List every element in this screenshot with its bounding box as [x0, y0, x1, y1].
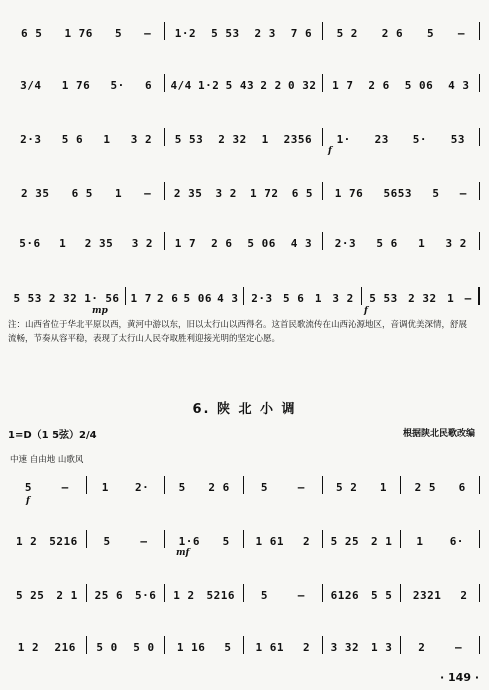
note-group: 5 53 — [211, 27, 240, 40]
note-group: 2 2 — [260, 79, 282, 92]
measure — [323, 237, 479, 250]
note-group: 1 76 — [334, 187, 364, 200]
note-group: 6· — [449, 535, 464, 548]
note-group: 2·3 — [334, 237, 357, 250]
note-group: 3 2 — [332, 292, 354, 305]
measure — [362, 292, 479, 305]
note-group: 1 — [101, 481, 109, 494]
barline — [479, 22, 480, 40]
note-group: 4 3 — [217, 292, 239, 305]
note-group: 1 61 — [255, 535, 285, 548]
note-group: 1 76 — [64, 27, 93, 40]
note-group: — — [464, 292, 472, 305]
measure — [87, 481, 165, 494]
barline — [479, 287, 480, 305]
measure — [165, 237, 321, 250]
measure — [165, 79, 321, 92]
dynamic-forte: f — [364, 306, 368, 316]
note-group: 5653 — [383, 187, 413, 200]
note-group: 1 — [416, 535, 424, 548]
note-group: — — [459, 187, 467, 200]
note-group: — — [455, 641, 463, 654]
measure — [8, 187, 164, 200]
note-group: 5 5 — [371, 589, 393, 602]
note-group: 5· — [110, 79, 125, 92]
note-group: — — [144, 27, 152, 40]
barline — [479, 182, 480, 200]
note-group: 2 — [303, 535, 311, 548]
note-group: 2 6 — [368, 79, 390, 92]
measure — [126, 292, 243, 305]
measure — [165, 133, 321, 146]
note-group: 1·2 — [174, 27, 197, 40]
note-group: — — [140, 535, 148, 548]
measure — [8, 535, 86, 548]
measure — [8, 237, 164, 250]
note-group: 2356 — [283, 133, 313, 146]
note-group: 5 6 — [61, 133, 84, 146]
note-group: 5 06 — [183, 292, 212, 305]
note-group: 5·6 — [19, 237, 41, 250]
score1-row — [8, 70, 480, 92]
note-group: 5 06 — [247, 237, 276, 250]
note-group: 2 — [460, 589, 468, 602]
note-group: 2· — [135, 481, 150, 494]
measure — [244, 481, 322, 494]
note-group: — — [297, 481, 305, 494]
note-group: 1 72 — [250, 187, 279, 200]
note-group: 6126 — [330, 589, 360, 602]
footnote: 注：山西省位于华北平原以西，黄河中游以东，旧以太行山以西得名。这首民歌流传在山西沁源地区，音调优美深情，舒展流畅，节奏从容平稳，表现了太行山人民夺取胜利迎接光明的坚定心愿。 — [8, 320, 468, 344]
measure — [401, 641, 479, 654]
note-group: 2 1 — [371, 535, 393, 548]
note-group: 5 2 — [335, 481, 358, 494]
score1-row — [8, 283, 480, 305]
note-group: 5 25 — [330, 535, 360, 548]
note-group: 1 16 — [176, 641, 206, 654]
note-group: 5 6 — [283, 292, 305, 305]
score1-row — [8, 18, 480, 40]
dynamic-mezzo-piano: mp — [92, 306, 108, 316]
note-group: 5 53 — [174, 133, 204, 146]
score2-row — [8, 632, 480, 654]
note-group: 5216 — [206, 589, 236, 602]
note-group: 3 2 — [445, 237, 467, 250]
note-group: 2 6 — [208, 481, 230, 494]
measure — [165, 27, 321, 40]
note-group: 7 6 — [290, 27, 313, 40]
measure — [323, 187, 479, 200]
measure — [401, 481, 479, 494]
note-group: 5 — [224, 641, 232, 654]
note-group: — — [61, 481, 69, 494]
note-group: 6 — [458, 481, 466, 494]
note-group: 6 — [145, 79, 153, 92]
note-group: 5· — [412, 133, 427, 146]
note-group: 1 — [59, 237, 67, 250]
measure — [244, 589, 322, 602]
note-group: 0 32 — [288, 79, 317, 92]
note-group: 3 2 — [130, 133, 153, 146]
note-group: 1 3 — [371, 641, 393, 654]
tempo-marking: 中速 自由地 山歌风 — [10, 455, 84, 465]
measure — [8, 27, 164, 40]
note-group: 3 32 — [330, 641, 360, 654]
note-group: 2·3 — [251, 292, 273, 305]
note-group: 1·6 — [178, 535, 200, 548]
barline — [479, 74, 480, 92]
dynamic-mezzo-forte: mf — [176, 548, 190, 558]
measure — [165, 481, 243, 494]
note-group: 5 25 — [15, 589, 45, 602]
note-group: 2 1 — [56, 589, 78, 602]
measure — [87, 641, 165, 654]
note-group: 6 5 — [71, 187, 93, 200]
key-signature: 1=D（1 5弦）2/4 — [8, 430, 97, 441]
note-group: 2 32 — [48, 292, 78, 305]
note-group: 56 — [105, 292, 120, 305]
measure — [8, 641, 86, 654]
note-group: 3 2 — [215, 187, 237, 200]
note-group: 2 — [303, 641, 311, 654]
piece-title: 6. 陕 北 小 调 — [192, 402, 297, 417]
measure — [323, 641, 401, 654]
note-group: 2 3 — [254, 27, 276, 40]
barline — [479, 584, 480, 602]
note-group: 25 6 — [94, 589, 124, 602]
score1-row — [8, 228, 480, 250]
note-group: 5·6 — [135, 589, 157, 602]
measure — [323, 589, 401, 602]
measure — [8, 589, 86, 602]
note-group: 1 — [261, 133, 269, 146]
note-group: 3 2 — [131, 237, 154, 250]
note-group: 1 76 — [61, 79, 91, 92]
measure — [323, 79, 479, 92]
note-group: 5 — [432, 187, 440, 200]
note-group: 5 06 — [404, 79, 434, 92]
measure — [244, 641, 322, 654]
note-group: — — [297, 589, 305, 602]
note-group: 5 53 — [369, 292, 398, 305]
measure — [165, 535, 243, 548]
note-group: 5 — [178, 481, 186, 494]
note-group: 5 6 — [376, 237, 398, 250]
note-group: 3/4 — [20, 79, 42, 92]
measure — [323, 481, 401, 494]
score2-row — [8, 472, 480, 494]
measure — [8, 481, 86, 494]
measure — [87, 589, 165, 602]
measure — [323, 27, 479, 40]
note-group: 4 3 — [290, 237, 313, 250]
note-group: 53 — [450, 133, 466, 146]
note-group: 4 3 — [448, 79, 470, 92]
measure — [244, 292, 361, 305]
note-group: 5 — [260, 481, 268, 494]
measure — [244, 535, 322, 548]
score2-row — [8, 526, 480, 548]
barline — [479, 530, 480, 548]
note-group: 1 2 — [15, 535, 38, 548]
barline — [479, 128, 480, 146]
note-group: 2 32 — [408, 292, 437, 305]
measure — [8, 292, 125, 305]
note-group: 1 — [314, 292, 322, 305]
note-group: 23 — [374, 133, 389, 146]
note-group: 1· — [84, 292, 99, 305]
measure — [165, 641, 243, 654]
measure — [165, 187, 321, 200]
note-group: 6 5 — [291, 187, 314, 200]
barline — [479, 636, 480, 654]
note-group: 1 — [418, 237, 426, 250]
note-group: 2 35 — [173, 187, 203, 200]
note-group: 1 2 — [17, 641, 40, 654]
note-group: 2 5 — [414, 481, 437, 494]
note-group: 1·2 — [198, 79, 220, 92]
score1-row — [8, 178, 480, 200]
measure — [8, 133, 164, 146]
note-group: 2 — [418, 641, 426, 654]
note-group: 1 — [447, 292, 455, 305]
note-group: 1 — [114, 187, 123, 200]
note-group: 216 — [54, 641, 76, 654]
score1-row — [8, 124, 480, 146]
note-group: 1 61 — [255, 641, 285, 654]
note-group: 5 — [114, 27, 123, 40]
note-group: — — [457, 27, 466, 40]
note-group: 4/4 — [170, 79, 192, 92]
note-group: 5 0 — [96, 641, 118, 654]
note-group: 1 — [379, 481, 388, 494]
note-group: 5 — [260, 589, 268, 602]
note-group: 5 2 — [336, 27, 358, 40]
note-group: 5 — [103, 535, 111, 548]
note-group: 2 35 — [21, 187, 50, 200]
note-group: 5 — [24, 481, 32, 494]
measure — [323, 133, 479, 146]
score2-row — [8, 580, 480, 602]
note-group: 5 — [426, 27, 435, 40]
source-note: 根据陕北民歌改编 — [402, 429, 475, 439]
measure — [165, 589, 243, 602]
note-group: 5 53 — [13, 292, 42, 305]
note-group: 2 35 — [84, 237, 114, 250]
note-group: 2 6 — [211, 237, 233, 250]
note-group: — — [144, 187, 152, 200]
page-number: · 149 · — [440, 671, 479, 684]
note-group: 5216 — [49, 535, 78, 548]
note-group: 2 6 — [381, 27, 404, 40]
note-group: 1 7 — [332, 79, 354, 92]
note-group: 2321 — [412, 589, 442, 602]
measure — [401, 535, 479, 548]
note-group: 6 5 — [21, 27, 43, 40]
barline — [479, 232, 480, 250]
note-group: 1 7 — [130, 292, 152, 305]
note-group: 5 43 — [225, 79, 255, 92]
note-group: 1 7 — [174, 237, 197, 250]
note-group: 2·3 — [20, 133, 42, 146]
measure — [323, 535, 401, 548]
barline — [479, 476, 480, 494]
note-group: 1 — [103, 133, 111, 146]
dynamic-forte: f — [26, 496, 30, 506]
note-group: 2 32 — [218, 133, 247, 146]
note-group: 1 2 — [173, 589, 195, 602]
note-group: 5 — [222, 535, 230, 548]
measure — [8, 79, 164, 92]
measure — [87, 535, 165, 548]
note-group: 2 6 — [157, 292, 179, 305]
measure — [401, 589, 479, 602]
dynamic-forte: f — [328, 146, 332, 156]
note-group: 5 0 — [133, 641, 155, 654]
note-group: 1· — [336, 133, 351, 146]
